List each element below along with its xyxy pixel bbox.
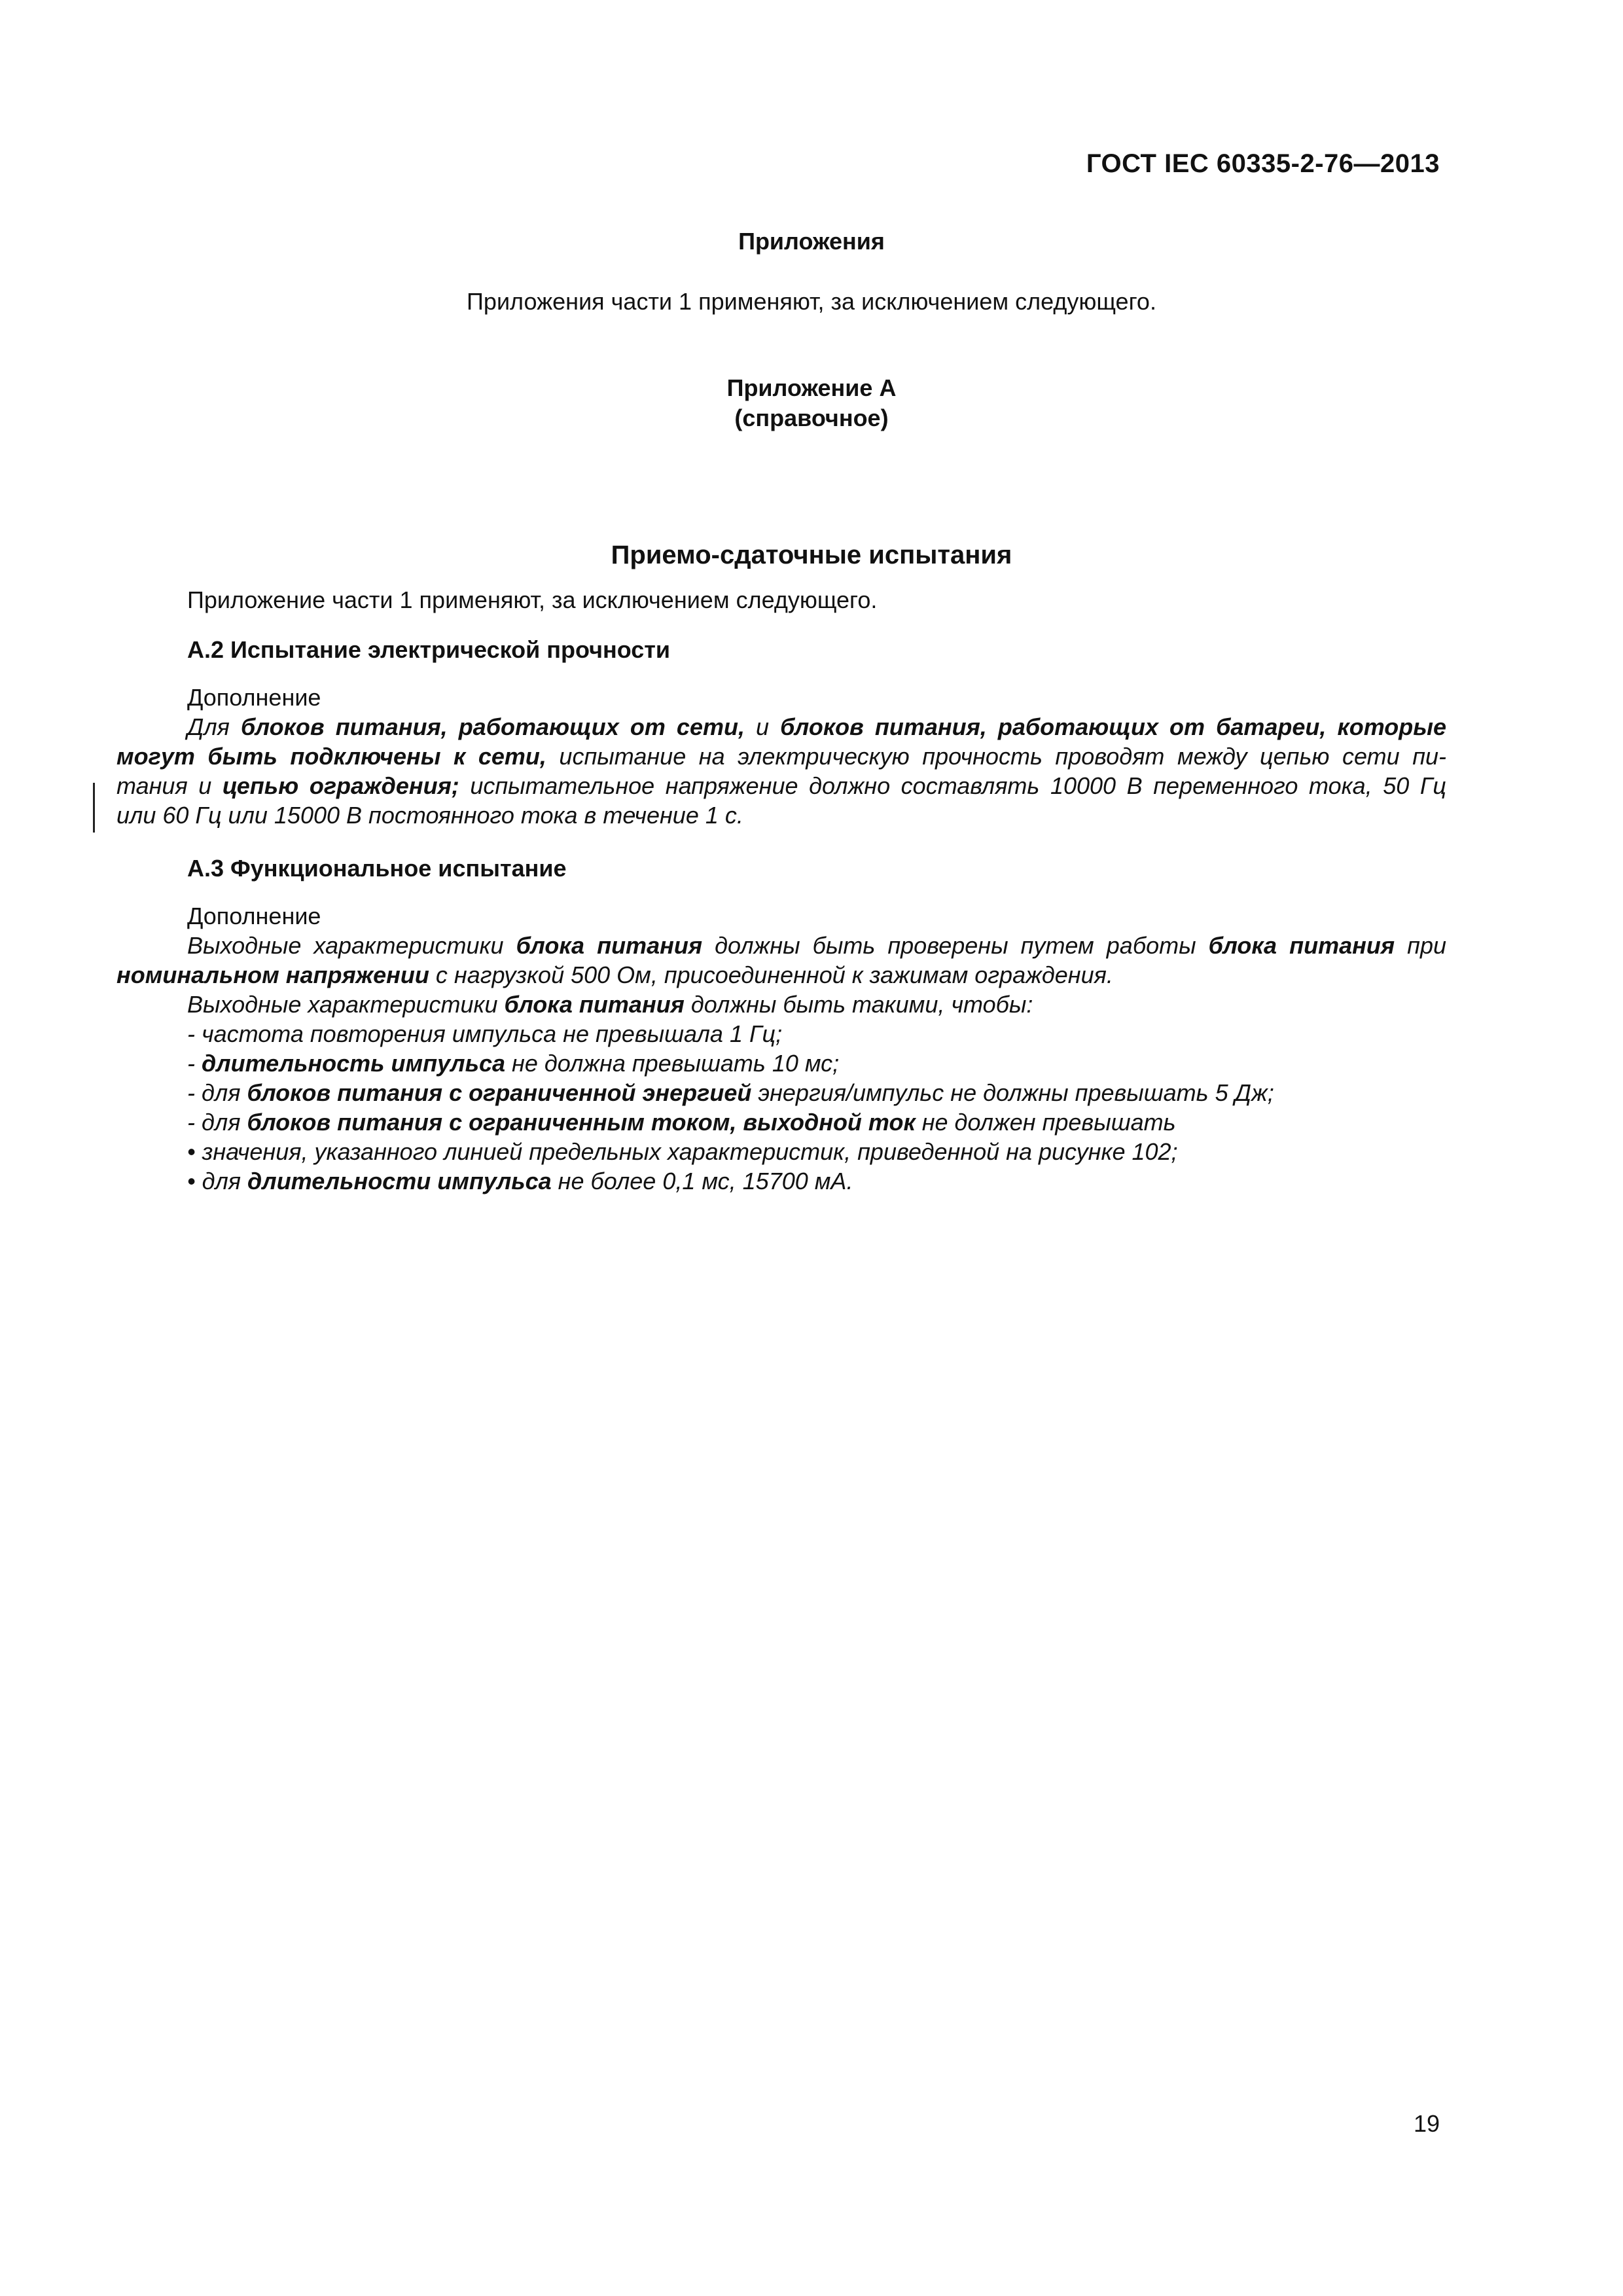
annexes-title: Приложения [738, 228, 885, 255]
section-a2-line-1: Для блоков питания, работающих от сети, и блоков питания, работающих от батареи, которые [187, 713, 1446, 740]
list-item: • для длительности импульса не более 0,1 мс, 15700 мА. [187, 1168, 853, 1194]
section-a3-heading: А.3 Функциональное испытание [187, 855, 567, 882]
section-a3-line-2: номинальном напряжении с нагрузкой 500 Ом, присоединенной к зажимам ограждения. [116, 961, 1113, 988]
annex-a-title: Приложение А [726, 374, 897, 401]
list-item: - для блоков питания с ограниченной энергией энергия/импульс не должны превышать 5 Дж; [187, 1079, 1274, 1106]
annex-a-status: (справочное) [734, 404, 889, 431]
annex-a-heading: Приемо-сдаточные испытания [611, 541, 1012, 569]
section-a3-line-1: Выходные характеристики блока питания должны быть проверены путем работы блока питания при [187, 932, 1446, 959]
section-a2-line-4: или 60 Гц или 15000 В постоянного тока в течение 1 с. [116, 802, 743, 829]
section-a2-paragraph [116, 712, 1446, 830]
section-a2 [116, 635, 1446, 830]
section-a2-line-3: тания и цепью ограждения; испытательное напряжение должно составлять 10000 В переменного тока, 50 Гц [116, 772, 1446, 799]
list-item: - длительность импульса не должна превышать 10 мс; [187, 1050, 840, 1077]
section-a3-line-3: Выходные характеристики блока питания должны быть такими, чтобы: [187, 991, 1033, 1018]
section-a2-line-2: могут быть подключены к сети, испытание на электрическую прочность проводят между цепью сети пи- [116, 743, 1447, 770]
section-a3-paragraph [116, 931, 1446, 1196]
annex-a-intro-text: Приложение части 1 применяют, за исключением следующего. [187, 586, 878, 613]
standard-code: ГОСТ IEC 60335-2-76—2013 [1086, 149, 1440, 178]
section-a3 [116, 853, 1446, 1196]
annexes-intro: Приложения части 1 применяют, за исключением следующего. [467, 288, 1156, 315]
list-item: • значения, указанного линией предельных характеристик, приведенной на рисунке 102; [187, 1138, 1178, 1165]
section-a2-label: Дополнение [187, 684, 321, 711]
annex-a-intro [116, 585, 1446, 615]
section-a2-heading: А.2 Испытание электрической прочности [187, 636, 671, 663]
revision-change-bar [93, 783, 95, 833]
section-a3-label: Дополнение [187, 903, 321, 929]
list-item: - частота повторения импульса не превышала 1 Гц; [187, 1020, 783, 1047]
page-number: 19 [1413, 2110, 1440, 2137]
list-item: - для блоков питания с ограниченным током, выходной ток не должен превышать [187, 1109, 1176, 1136]
